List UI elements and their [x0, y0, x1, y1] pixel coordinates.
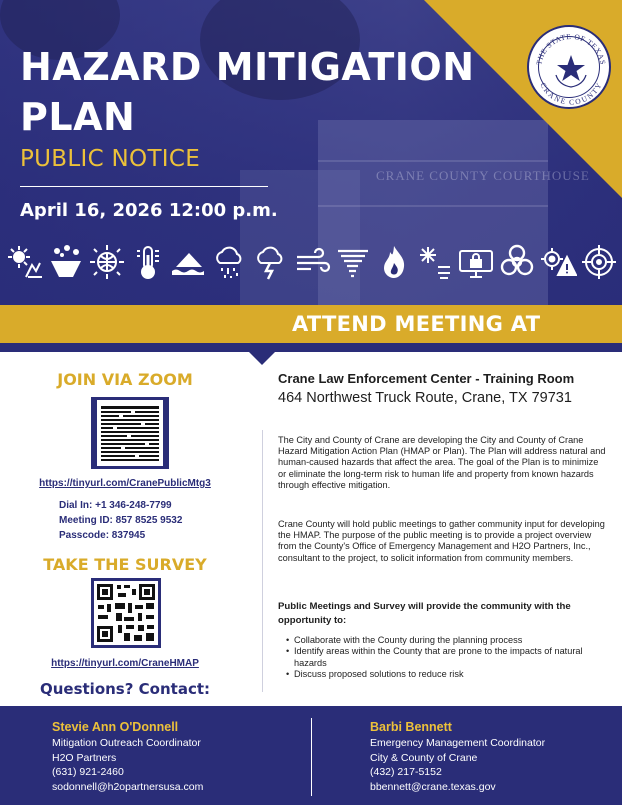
contact-org: H2O Partners: [52, 751, 117, 764]
wildfire-icon: [375, 243, 413, 281]
survey-link[interactable]: https://tinyurl.com/CraneHMAP: [51, 658, 199, 669]
biohazard-icon: [498, 243, 536, 281]
zoom-link[interactable]: https://tinyurl.com/CranePublicMtg3: [39, 478, 211, 489]
list-item: • Collaborate with the County during the planning process: [286, 635, 606, 646]
seal-text-bottom: CRANE COUNTY: [538, 81, 604, 107]
cyber-lock-icon: [457, 243, 495, 281]
questions-heading: Questions? Contact:: [39, 680, 211, 698]
contact-name: Stevie Ann O'Donnell: [52, 720, 179, 734]
qr-code-icon: [94, 581, 158, 645]
survey-heading: TAKE THE SURVEY: [43, 555, 207, 574]
rain-cloud-icon: [211, 243, 249, 281]
thermometer-icon: [129, 243, 167, 281]
banner-pointer: [240, 343, 284, 365]
page-title: HAZARD MITIGATION PLAN: [20, 45, 475, 139]
target-icon: [580, 243, 618, 281]
contact-title: Mitigation Outreach Coordinator: [52, 737, 201, 749]
footer-divider: [311, 718, 312, 796]
meeting-datetime: April 16, 2026 12:00 p.m.: [20, 200, 278, 221]
seal-star-icon: [529, 27, 613, 111]
contact-card-odonnell: [52, 719, 203, 794]
zoom-heading: JOIN VIA ZOOM: [57, 370, 193, 389]
flood-house-icon: [170, 243, 208, 281]
public-notice-subtitle: PUBLIC NOTICE: [20, 146, 201, 172]
county-seal: [527, 25, 611, 109]
attend-meeting-heading: ATTEND MEETING AT: [292, 312, 541, 336]
title-divider: [20, 186, 268, 187]
zoom-passcode: Passcode: 837945: [59, 530, 146, 541]
contact-org: City & County of Crane: [370, 751, 478, 764]
zoom-qr-code[interactable]: [97, 400, 163, 466]
list-item: • Discuss proposed solutions to reduce risk: [286, 669, 606, 680]
opportunity-lead: Public Meetings and Survey will provide the community with the opportunity to:: [278, 601, 571, 626]
column-divider: [262, 430, 263, 692]
winter-storm-icon: [416, 243, 454, 281]
tornado-icon: [334, 243, 372, 281]
contact-phone: (631) 921-2460: [52, 766, 124, 778]
zoom-meeting-id: Meeting ID: 857 8525 9532: [59, 515, 183, 526]
contact-title: Emergency Management Coordinator: [370, 737, 546, 749]
survey-qr-code[interactable]: [94, 581, 158, 645]
hail-iceberg-icon: [47, 243, 85, 281]
sun-drought-icon: [6, 243, 44, 281]
contact-email[interactable]: sodonnell@h2opartnersusa.com: [52, 780, 204, 793]
lightning-cloud-icon: [252, 243, 290, 281]
purpose-paragraph: Crane County will hold public meetings to gather community input for developing the HMAP. The purpose of the public meeting is to provide a project overview from the County's Office of Emergency Management and H2O Partners, Inc., consultant to the project, to solicit information from community members.: [278, 519, 605, 563]
hazmat-warning-icon: [539, 243, 577, 281]
header-banner: [0, 0, 622, 305]
intro-paragraph: The City and County of Crane are developing the City and County of Crane Hazard Mitigation Action Plan (HMAP or Plan). The Plan will address natural and human-caused hazards that affect the area. The goal of the Plan is to minimize or eliminate the long-term risk to human life and property from known hazards through effective mitigation.: [278, 435, 606, 490]
zoom-dial-in: Dial In: +1 346-248-7799: [59, 500, 172, 511]
globe-spread-icon: [88, 243, 126, 281]
contact-phone: (432) 217-5152: [370, 766, 442, 778]
navy-strip: [0, 343, 622, 352]
wind-icon: [293, 243, 331, 281]
contact-card-bennett: [370, 719, 545, 794]
opportunity-list: [286, 635, 606, 680]
hazard-icon-row: [6, 240, 618, 284]
list-item: • Identify areas within the County that are prone to the impacts of natural hazards: [286, 646, 606, 669]
venue-address: 464 Northwest Truck Route, Crane, TX 79731: [278, 390, 572, 406]
svg-text:CRANE COUNTY: [538, 81, 603, 107]
contact-email[interactable]: bbennett@crane.texas.gov: [370, 780, 496, 793]
qr-code-icon: [97, 400, 163, 466]
building-sign: CRANE COUNTY COURTHOUSE: [376, 168, 590, 183]
venue-name: Crane Law Enforcement Center - Training Room: [278, 371, 575, 386]
seal-text-top: THE STATE OF TEXAS: [534, 31, 608, 66]
contact-name: Barbi Bennett: [370, 720, 452, 734]
